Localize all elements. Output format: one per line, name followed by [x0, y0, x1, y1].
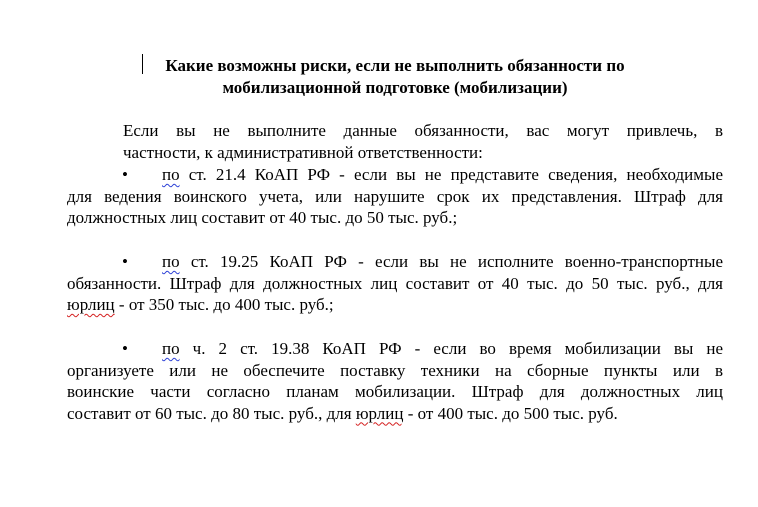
- bullet-icon: •: [122, 165, 128, 184]
- list-item-line-3: воинские части согласно планам мобилизации. Штраф для должностных лиц: [67, 382, 723, 401]
- list-item-line-1: [67, 251, 723, 273]
- list-item-text: ч. 2 ст. 19.38 КоАП РФ - если во время мобилизации вы не: [179, 339, 723, 358]
- list-item-line-2: организуете или не обеспечите поставку техники на сборные пункты или в: [67, 360, 723, 380]
- intro-paragraph: [67, 120, 723, 163]
- list-item-line-2: для ведения воинского учета, или нарушите срок их представления. Штраф для: [67, 186, 723, 206]
- spellcheck-word[interactable]: по: [162, 339, 180, 358]
- list-item-text: ст. 19.25 КоАП РФ - если вы не исполните военно-транспортные: [179, 252, 723, 271]
- spellcheck-word[interactable]: юрлиц: [355, 403, 404, 423]
- list-item-line-4: [67, 403, 723, 425]
- list-item-line-3: должностных лиц составит от 40 тыс. до 50 тыс. руб.;: [67, 208, 458, 227]
- list-item: [67, 251, 723, 316]
- list-item-line-2: обязанности. Штраф для должностных лиц составит от 40 тыс. до 50 тыс. руб., для: [67, 273, 723, 293]
- list-item-line-1: [67, 338, 723, 360]
- list-item: [67, 164, 723, 229]
- spellcheck-word[interactable]: по: [162, 165, 180, 184]
- intro-line-2: частности, к административной ответственности:: [123, 142, 483, 162]
- intro-line-1: Если вы не выполните данные обязанности, вас могут привлечь, в: [123, 121, 723, 140]
- heading-line-1: Какие возможны риски, если не выполнить обязанности по: [165, 56, 625, 75]
- spellcheck-word[interactable]: по: [162, 252, 180, 271]
- heading-line-2: мобилизационной подготовке (мобилизации): [222, 77, 568, 97]
- bullet-icon: •: [122, 339, 128, 358]
- bullet-icon: •: [122, 252, 128, 271]
- list-item-line-3: [67, 294, 723, 316]
- list-item-text: ст. 21.4 КоАП РФ - если вы не представите сведения, необходимые: [179, 165, 723, 184]
- document-heading: [100, 55, 690, 98]
- list-item-text: - от 400 тыс. до 500 тыс. руб.: [403, 403, 618, 423]
- list-item-text: - от 350 тыс. до 400 тыс. руб.;: [114, 295, 334, 314]
- spellcheck-word[interactable]: юрлиц: [67, 295, 115, 314]
- list-item-text: составит от 60 тыс. до 80 тыс. руб., для: [67, 403, 356, 423]
- list-item-line-1: [67, 164, 723, 186]
- list-item: [67, 338, 723, 424]
